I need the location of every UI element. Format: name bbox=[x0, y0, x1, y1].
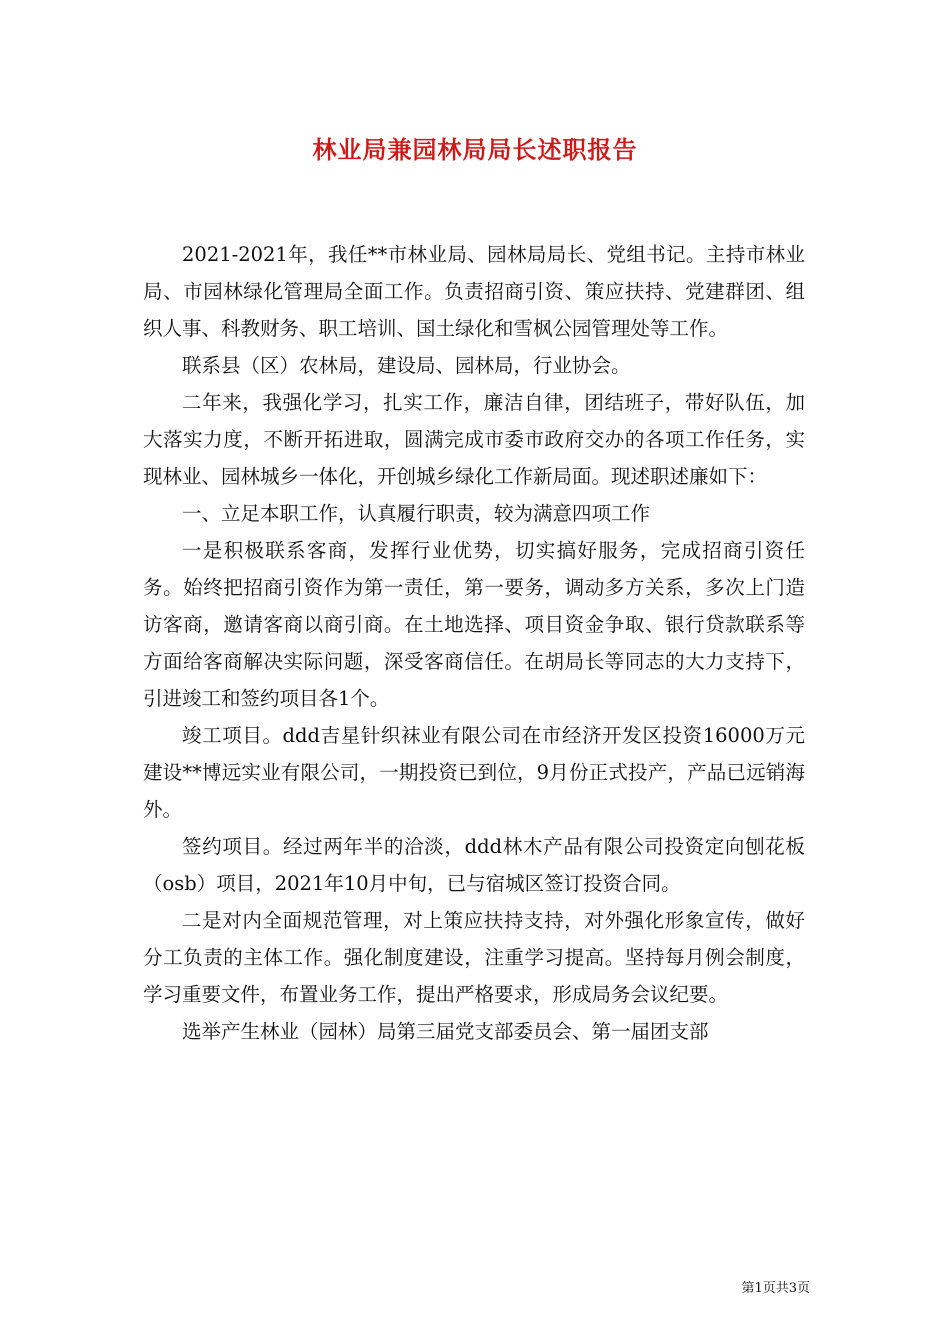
document-body bbox=[143, 236, 805, 1050]
paragraph: 联系县（区）农林局，建设局、园林局，行业协会。 bbox=[182, 354, 631, 377]
paragraph: 选举产生林业（园林）局第三届党支部委员会、第一届团支部 bbox=[182, 1020, 709, 1043]
paragraph: 2021-2021年，我任**市林业局、园林局局长、党组书记。主持市林业局、市园林绿化管理局全面工作。负责招商引资、策应扶持、党建群团、组织人事、科教财务、职工培训、国土绿化和雪枫公园管理处等工作。 bbox=[143, 243, 805, 340]
document-title: 林业局兼园林局局长述职报告 bbox=[312, 135, 638, 164]
paragraph: 竣工项目。ddd吉星针织袜业有限公司在市经济开发区投资16000万元建设**博远实业有限公司，一期投资已到位，9月份正式投产，产品已远销海外。 bbox=[143, 724, 805, 821]
paragraph: 二是对内全面规范管理，对上策应扶持支持，对外强化形象宣传，做好分工负责的主体工作。强化制度建设，注重学习提高。坚持每月例会制度，学习重要文件，布置业务工作，提出严格要求，形成局务会议纪要。 bbox=[143, 909, 805, 1006]
paragraph: 签约项目。经过两年半的洽淡，ddd林木产品有限公司投资定向刨花板（osb）项目，2021年10月中旬，已与宿城区签订投资合同。 bbox=[143, 835, 805, 895]
paragraph: 二年来，我强化学习，扎实工作，廉洁自律，团结班子，带好队伍，加大落实力度，不断开拓进取，圆满完成市委市政府交办的各项工作任务，实现林业、园林城乡一体化，开创城乡绿化工作新局面。现述职述廉如下： bbox=[143, 391, 805, 488]
paragraph: 一是积极联系客商，发挥行业优势，切实搞好服务，完成招商引资任务。始终把招商引资作为第一责任，第一要务，调动多方关系，多次上门造访客商，邀请客商以商引商。在土地选择、项目资金争取、银行贷款联系等方面给客商解决实际问题，深受客商信任。在胡局长等同志的大力支持下，引进竣工和签约项目各1个。 bbox=[143, 539, 805, 710]
page-number: 第1页共3页 bbox=[741, 1281, 810, 1296]
section-heading: 一、立足本职工作，认真履行职责，较为满意四项工作 bbox=[182, 502, 651, 525]
